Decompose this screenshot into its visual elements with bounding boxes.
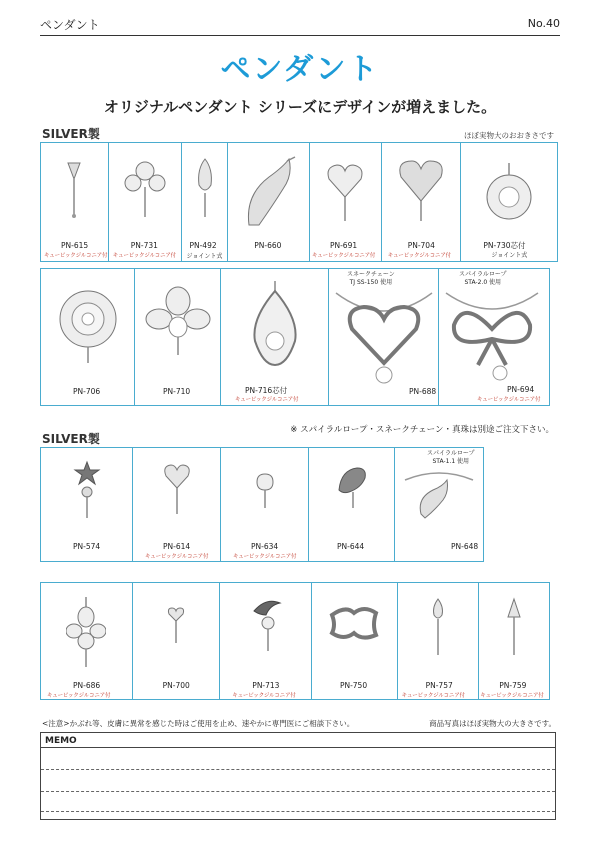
memo-line (41, 769, 555, 770)
pendant-cone-icon (502, 595, 526, 659)
product-cell[interactable] (309, 448, 395, 561)
pendant-dolphin-icon (239, 155, 299, 231)
page-title: ペンダント (220, 52, 380, 87)
pendant-teardrop-icon (195, 155, 215, 221)
product-code: PN-706 (73, 387, 101, 396)
chain-note (347, 271, 395, 287)
product-cell[interactable] (135, 269, 221, 405)
product-cell[interactable] (41, 448, 133, 561)
caution-note: <注意>かぶれ等、皮膚に異常を感じた時はご使用を止め、速やかに専門医にご相談下さい。 (42, 719, 355, 728)
product-cell[interactable] (382, 143, 462, 261)
pendant-heart-large-icon (396, 157, 446, 225)
product-cell[interactable] (439, 269, 545, 405)
product-subnote: キュービックジルコニア付 (235, 397, 299, 403)
chain-note (459, 271, 507, 287)
product-code: PN-704 (407, 241, 435, 250)
product-subnote: キュービックジルコニア付 (480, 693, 544, 699)
product-row-1 (40, 142, 558, 262)
product-subnote: ジョイント式 (491, 252, 528, 259)
product-code: PN-660 (254, 241, 282, 250)
product-row-2 (40, 268, 550, 406)
memo-header-rule (41, 747, 555, 748)
product-code: PN-614 (163, 542, 191, 551)
chain-name: スネークチェーン (347, 271, 395, 278)
product-code: PN-492 (189, 241, 217, 250)
header-category: ペンダント (40, 18, 100, 32)
size-note: ほぼ実物大のおおきさです (464, 131, 554, 140)
pendant-heart-icon (323, 159, 367, 225)
product-subnote: キュービックジルコニア付 (112, 253, 176, 259)
pendant-dolphin-chain-icon (399, 464, 479, 524)
chain-name: スパイラルロープ (459, 271, 507, 278)
pendant-orchid-icon (145, 285, 211, 357)
pendant-drop-icon (64, 161, 84, 221)
product-cell[interactable] (133, 448, 221, 561)
memo-line (41, 811, 555, 812)
product-subnote: キュービックジルコニア付 (232, 693, 296, 699)
product-code: PN-757 (425, 681, 453, 690)
page-header (40, 14, 560, 36)
product-subnote: キュービックジルコニア付 (311, 253, 376, 259)
pendant-bird-icon (335, 462, 369, 510)
pendant-moon-icon (244, 593, 288, 653)
product-code: PN-691 (329, 241, 358, 250)
product-code: PN-688 (409, 387, 437, 396)
product-cell[interactable] (41, 143, 109, 261)
product-cell[interactable] (182, 143, 228, 261)
photo-size-note: 商品写真はほぼ実物大の大きさです。 (429, 719, 556, 728)
product-cell[interactable] (221, 448, 309, 561)
pendant-flower-icon (123, 157, 167, 223)
product-subnote: キュービックジルコニア付 (47, 693, 111, 699)
chain-name: スパイラルロープ (427, 450, 475, 457)
product-code: PN-759 (499, 681, 527, 690)
product-code: PN-730芯付 (483, 241, 526, 250)
product-cell[interactable] (310, 143, 382, 261)
product-cell[interactable] (41, 583, 133, 699)
chain-spec: STA-1.1 使用 (432, 458, 470, 465)
pendant-drop-frame-icon (247, 279, 303, 371)
product-cell[interactable] (312, 583, 398, 699)
product-code: PN-713 (252, 681, 280, 690)
product-code: PN-574 (73, 542, 101, 551)
product-code: PN-710 (163, 387, 191, 396)
product-code: PN-644 (337, 542, 365, 551)
pendant-small-heart-icon (162, 462, 192, 518)
product-cell[interactable] (109, 143, 183, 261)
product-code: PN-700 (162, 681, 190, 690)
page-number: No.40 (527, 17, 560, 30)
pendant-ribbon-chain-icon (444, 289, 540, 387)
product-code: PN-750 (339, 681, 368, 690)
page-subtitle: オリジナルペンダント シリーズにデザインが増えました。 (103, 98, 497, 116)
memo-title: MEMO (45, 736, 77, 746)
product-cell[interactable] (133, 583, 221, 699)
product-code: PN-694 (507, 385, 535, 394)
product-cell[interactable] (461, 143, 557, 261)
pendant-slim-drop-icon (426, 595, 450, 659)
product-subnote: キュービックジルコニア付 (233, 554, 297, 560)
product-cell[interactable] (228, 143, 310, 261)
pendant-flower-drop-icon (66, 595, 106, 671)
product-cell[interactable] (221, 269, 329, 405)
product-subnote: キュービックジルコニア付 (387, 253, 451, 259)
product-code: PN-716芯付 (245, 386, 288, 395)
product-code: PN-686 (73, 681, 101, 690)
product-cell[interactable] (479, 583, 549, 699)
product-code: PN-731 (130, 241, 158, 250)
product-subnote: キュービックジルコニア付 (477, 397, 541, 403)
product-subnote: キュービックジルコニア付 (145, 554, 209, 560)
disclaimer-note: ※ スパイラルロープ・スネークチェーン・真珠は別途ご注文下さい。 (290, 425, 554, 435)
section-label-silver-2: SILVER製 (42, 432, 100, 446)
section-label-silver-1: SILVER製 (42, 127, 100, 141)
chain-spec: STA-2.0 使用 (464, 279, 502, 286)
memo-line (41, 791, 555, 792)
product-subnote: キュービックジルコニア付 (401, 693, 465, 699)
product-cell[interactable] (395, 448, 483, 561)
product-cell[interactable] (220, 583, 312, 699)
product-cell[interactable] (41, 269, 135, 405)
product-cell[interactable] (398, 583, 480, 699)
chain-spec: TJ SS-150 使用 (349, 279, 393, 286)
product-subnote: ジョイント式 (186, 253, 223, 260)
pendant-rose-icon (53, 285, 123, 365)
product-code: PN-615 (61, 241, 89, 250)
product-row-3 (40, 447, 484, 562)
pendant-tiny-heart-icon (166, 605, 186, 645)
product-cell[interactable] (329, 269, 439, 405)
product-subnote: キュービックジルコニア付 (44, 253, 108, 259)
product-code: PN-648 (451, 542, 479, 551)
memo-box[interactable] (40, 732, 556, 820)
pendant-ring-icon (326, 603, 382, 643)
pendant-pearl-icon (481, 161, 537, 227)
pendant-bail-icon (253, 470, 277, 510)
pendant-star-icon (73, 460, 101, 520)
product-row-4 (40, 582, 550, 700)
product-code: PN-634 (251, 542, 279, 551)
pendant-heart-chain-icon (334, 289, 434, 387)
